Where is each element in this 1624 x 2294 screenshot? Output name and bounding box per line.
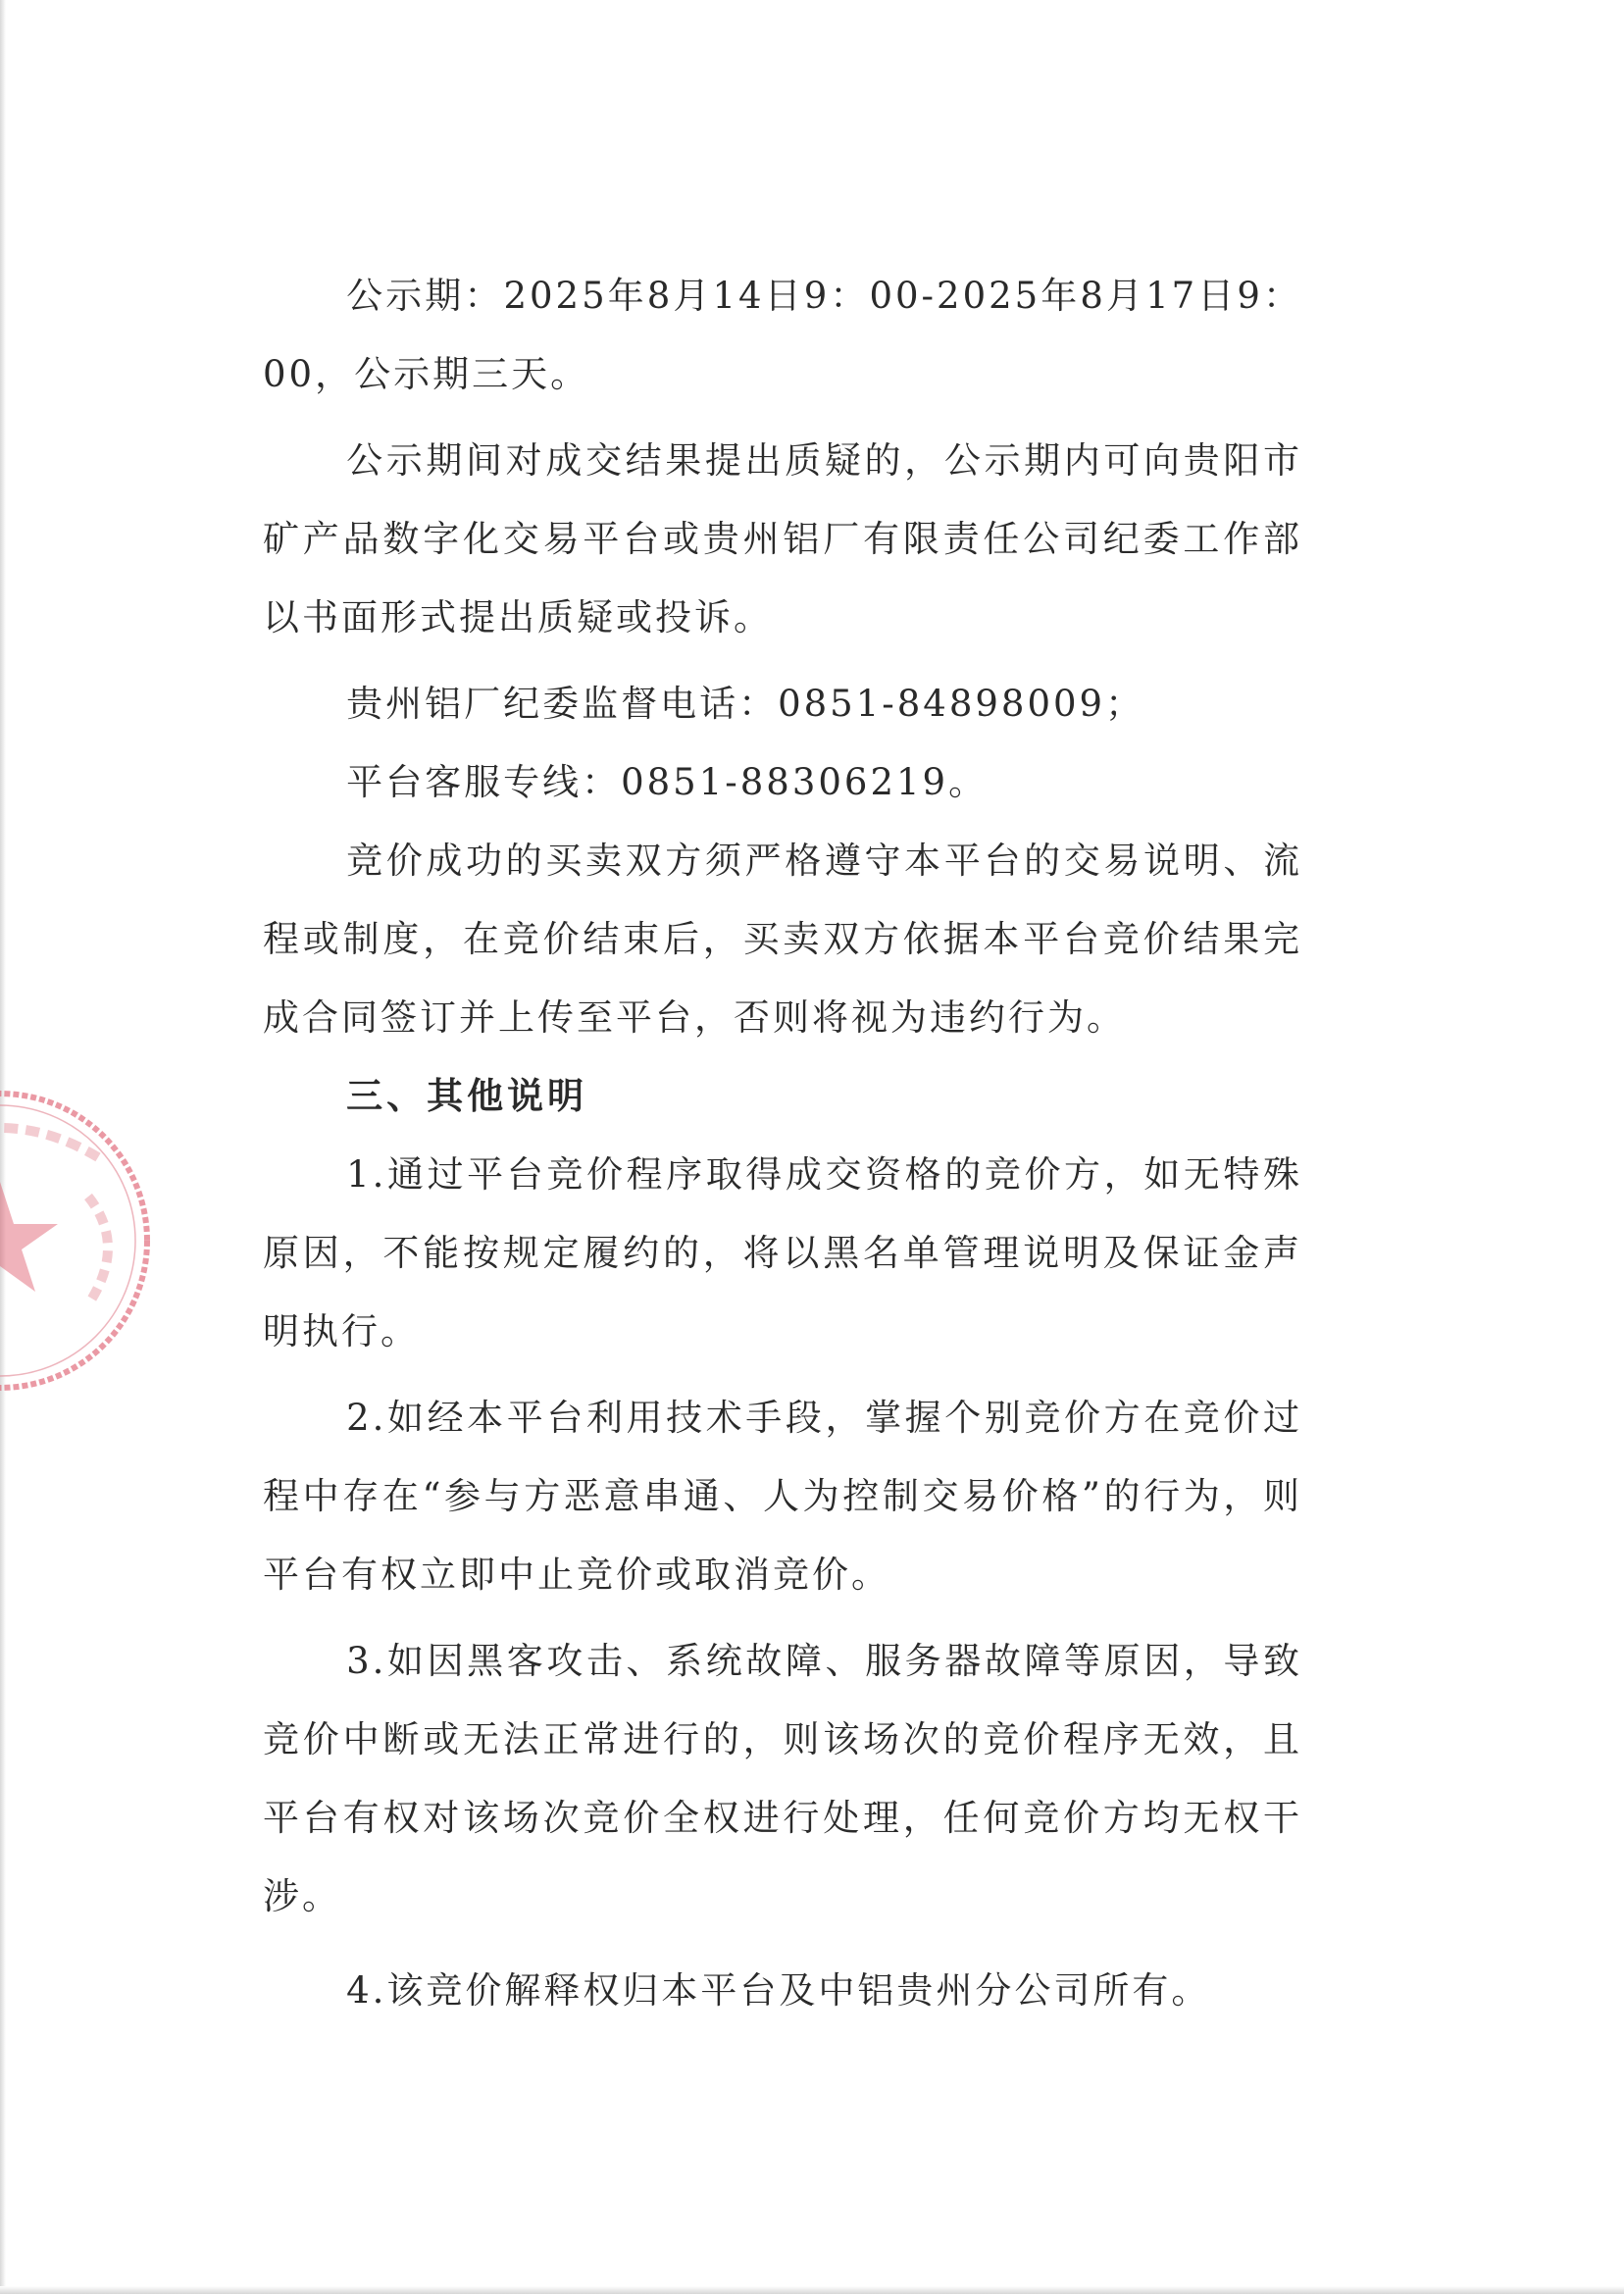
document-body <box>263 257 1302 2030</box>
scan-bottom-edge <box>0 2286 1624 2294</box>
company-seal-stamp <box>0 1079 196 1402</box>
notice-period-paragraph: 公示期：2025年8月14日9：00-2025年8月17日9：00，公示期三天。 <box>263 275 1302 395</box>
supervision-phone-paragraph: 贵州铝厂纪委监督电话：0851-84898009； <box>346 683 1145 725</box>
bidding-success-paragraph: 竞价成功的买卖双方须严格遵守本平台的交易说明、流程或制度，在竞价结束后，买卖双方依据本平台竞价结果完成合同签订并上传至平台，否则将视为违约行为。 <box>263 840 1302 1039</box>
objection-paragraph: 公示期间对成交结果提出质疑的，公示期内可向贵阳市矿产品数字化交易平台或贵州铝厂有限责任公司纪委工作部以书面形式提出质疑或投诉。 <box>263 439 1302 638</box>
list-item-3: 3.如因黑客攻击、系统故障、服务器故障等原因，导致竞价中断或无法正常进行的，则该场次的竞价程序无效，且平台有权对该场次竞价全权进行处理，任何竞价方均无权干涉。 <box>263 1640 1302 1917</box>
star-icon <box>0 1182 58 1292</box>
section-heading: 三、其他说明 <box>346 1075 588 1117</box>
list-item-2: 2.如经本平台利用技术手段，掌握个别竞价方在竞价过程中存在“参与方恶意串通、人为控制交易价格”的行为，则平台有权立即中止竞价或取消竞价。 <box>263 1397 1302 1596</box>
list-item-1: 1.通过平台竞价程序取得成交资格的竞价方，如无特殊原因，不能按规定履约的，将以黑名单管理说明及保证金声明执行。 <box>263 1153 1302 1352</box>
service-hotline-paragraph: 平台客服专线：0851-88306219。 <box>346 761 989 803</box>
list-item-4: 4.该竞价解释权归本平台及中铝贵州分公司所有。 <box>346 1969 1211 2012</box>
